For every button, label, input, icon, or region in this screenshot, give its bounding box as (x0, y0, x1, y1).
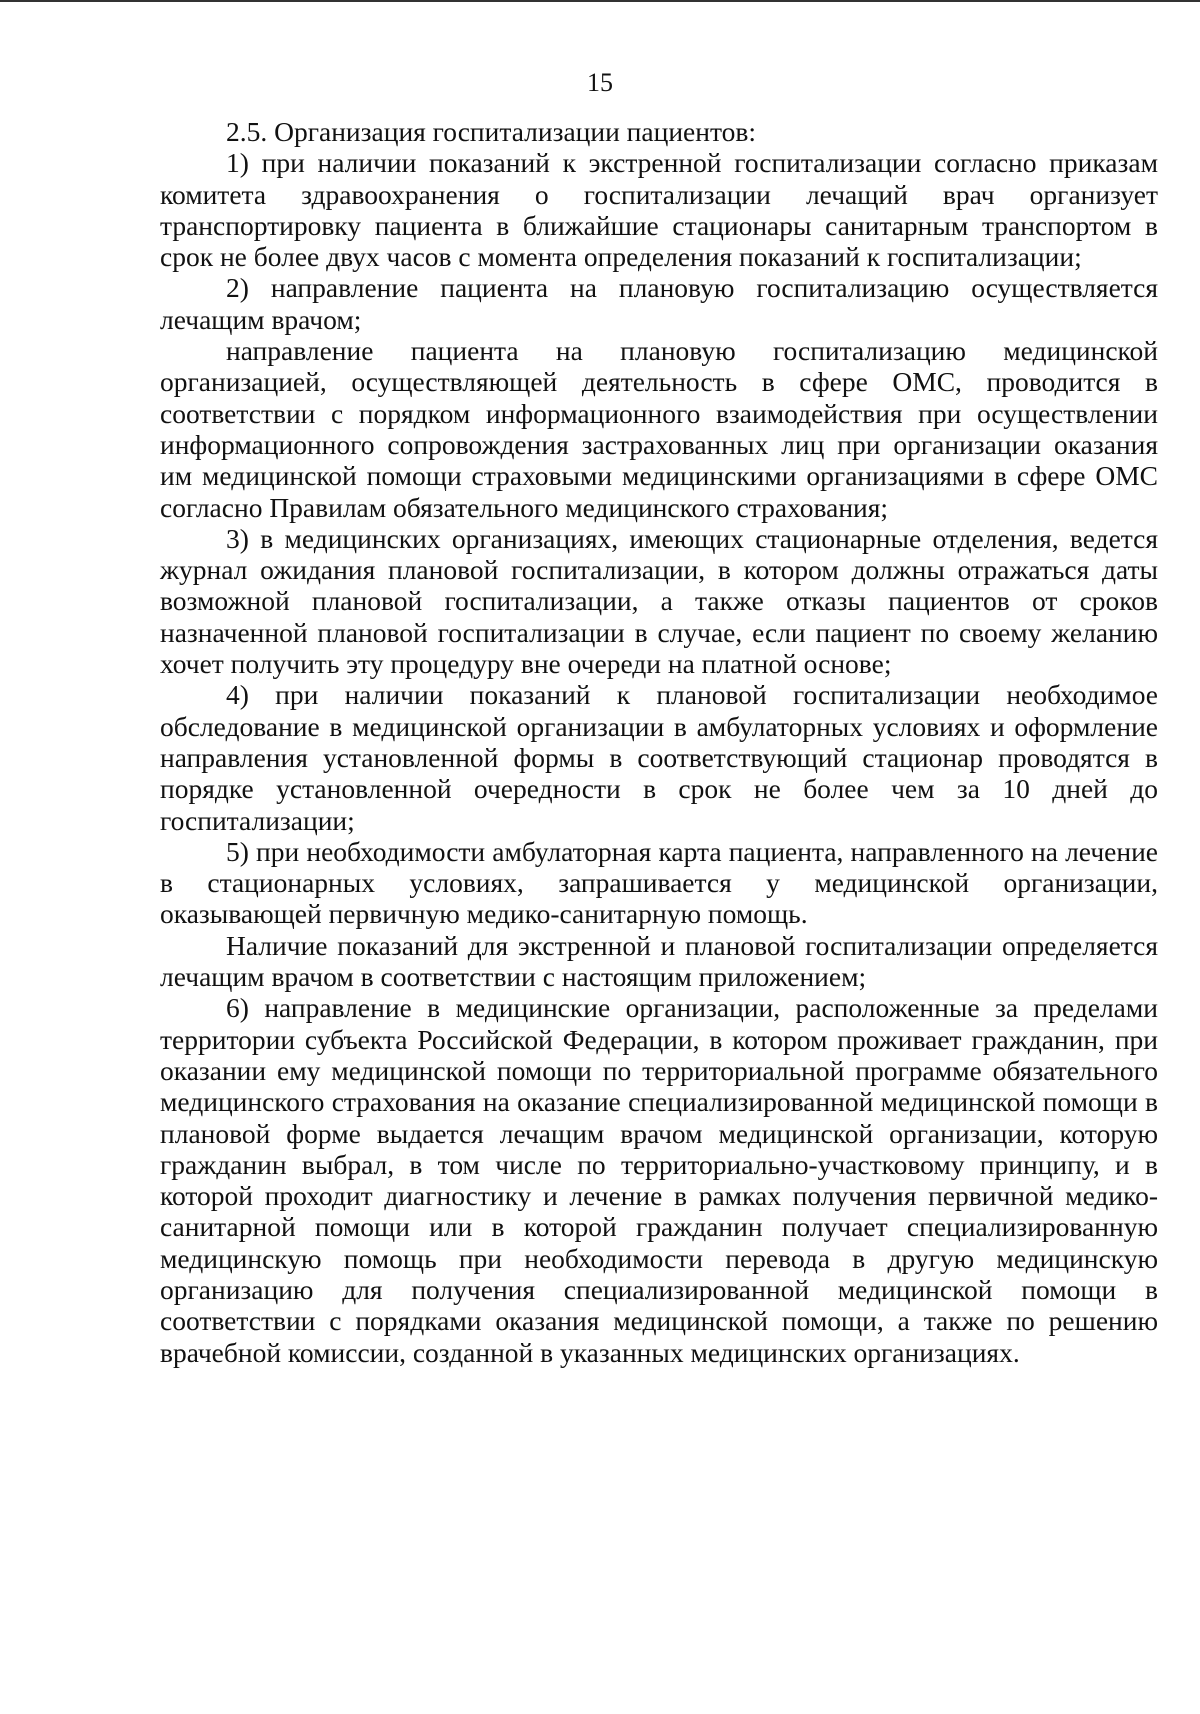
paragraph-5-outpatient-record: 5) при необходимости амбулаторная карта пациента, направленного на лечение в стационарных условиях, запрашивается у медицинской организации, оказывающей первичную медико-санитарную помощь. (160, 835, 1158, 930)
paragraph-3-waiting-journal: 3) в медицинских организациях, имеющих стационарные отделения, ведется журнал ожидания плановой госпитализации, в котором должны отражаться даты возможной плановой госпитализации, а также отказы пациентов от сроков назначенной плановой госпитализации в случае, если пациент по своему желанию хочет получить эту процедуру вне очереди на платной основе; (160, 522, 1158, 680)
paragraph-planned-referral-oms: направление пациента на плановую госпитализацию медицинской организацией, осуществляющей деятельность в сфере ОМС, проводится в соответствии с порядком информационного взаимодействия при осуществлении информационного сопровождения застрахованных лиц при организации оказания им медицинской помощи страховыми медицинскими организациями в сфере ОМС согласно Правилам обязательного медицинского страхования; (160, 335, 1158, 523)
paragraph-2-planned-referral: 2) направление пациента на плановую госпитализацию осуществляется лечащим врачом; (160, 272, 1158, 335)
section-heading: 2.5. Организация госпитализации пациентов: (226, 116, 756, 147)
paragraph-1-emergency-hospitalization: 1) при наличии показаний к экстренной госпитализации согласно приказам комитета здравоохранения о госпитализации лечащий врач организует транспортировку пациента в ближайшие стационары санитарным транспортом в срок не более двух часов с момента определения показаний к госпитализации; (160, 147, 1158, 273)
paragraph-6-out-of-region-referral: 6) направление в медицинские организации, расположенные за пределами территории субъекта Российской Федерации, в котором проживает гражданин, при оказании ему медицинской помощи по территориальной программе обязательного медицинского страхования на оказание специализированной медицинской помощи в плановой форме выдается лечащим врачом медицинской организации, которую гражданин выбрал, в том числе по территориально-участковому принципу, и в которой проходит диагностику и лечение в рамках получения первичной медико-санитарной помощи или в которой гражданин получает специализированную медицинскую помощь при необходимости перевода в другую медицинскую организацию для получения специализированной медицинской помощи в соответствии с порядками оказания медицинской помощи, а также по решению врачебной комиссии, созданной в указанных медицинских организациях. (160, 992, 1158, 1368)
paragraph-indications: Наличие показаний для экстренной и плановой госпитализации определяется лечащим врачом в соответствии с настоящим приложением; (160, 929, 1158, 993)
scan-top-edge (0, 0, 1200, 2)
paragraph-4-planned-examination: 4) при наличии показаний к плановой госпитализации необходимое обследование в медицинской организации в амбулаторных условиях и оформление направления установленной формы в соответствующий стационар проводятся в порядке установленной очередности в срок не более чем за 10 дней до госпитализации; (160, 679, 1158, 836)
document-body (160, 116, 1158, 1368)
page-number: 15 (587, 68, 613, 97)
